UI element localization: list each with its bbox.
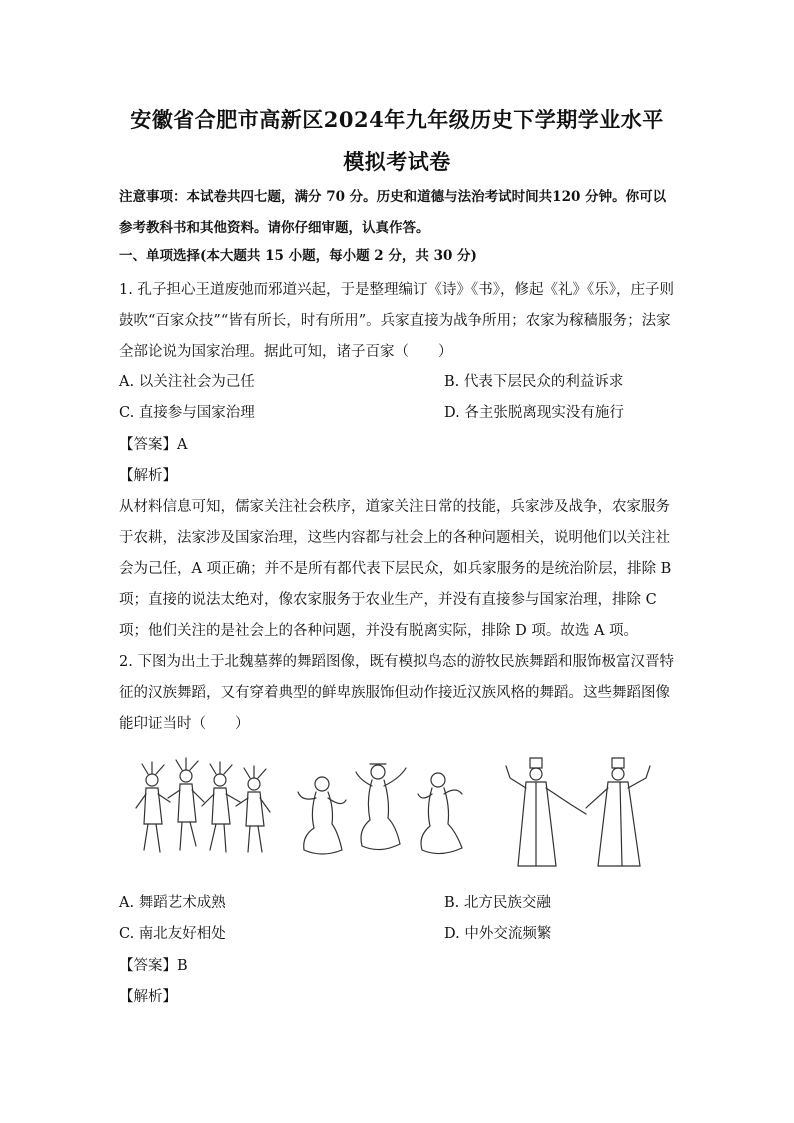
option-text: 北方民族交融 — [463, 895, 551, 911]
q1-option-d[interactable] — [444, 403, 624, 423]
option-label: D. — [444, 405, 460, 421]
q2-analysis-heading: 【解析】 — [119, 989, 177, 1005]
option-label: C. — [119, 926, 135, 942]
option-text: 以关注社会为己任 — [138, 374, 255, 390]
exam-notice: 注意事项：本试卷共四七题，满分 70 分。历史和道德与法治考试时间共120 分钟。你可以参考教科书和其他资料。请你仔细审题，认真作答。 — [119, 189, 667, 236]
nomadic-dancers-group — [136, 758, 270, 852]
option-label: C. — [119, 405, 135, 421]
question-2-stem: 2. 下图为出土于北魏墓葬的舞蹈图像，既有模拟鸟态的游牧民族舞蹈和服饰极富汉晋特征的汉族舞蹈，又有穿着典型的鲜卑族服饰但动作接近汉族风格的舞蹈。这些舞蹈图像能印证当时（ ） — [119, 654, 674, 732]
option-label: A. — [119, 374, 135, 390]
tomb-dance-illustration — [128, 752, 668, 872]
option-text: 各主张脱离现实没有施行 — [464, 405, 624, 421]
option-text: 中外交流频繁 — [464, 926, 552, 942]
option-label: A. — [119, 895, 135, 911]
q1-option-a[interactable] — [119, 372, 255, 392]
q1-option-c[interactable] — [119, 403, 255, 423]
han-dancers-group — [298, 764, 462, 854]
option-text: 直接参与国家治理 — [138, 405, 255, 421]
document-title-line2: 模拟考试卷 — [343, 149, 451, 174]
option-text: 舞蹈艺术成熟 — [138, 895, 226, 911]
question-1-stem: 1. 孔子担心王道废弛而邪道兴起，于是整理编订《诗》《书》，修起《礼》《乐》，庄子则鼓吹“百家众技”“皆有所长，时有所用”。兵家直接为战争所用；农家为稼穑服务；法家全部论说为国家治理。据此可知，诸子百家（ ） — [119, 282, 674, 360]
dance-figures-image — [128, 752, 668, 872]
xianbei-dancers-group — [506, 758, 650, 866]
q1-answer: 【答案】A — [119, 437, 188, 453]
q2-option-b[interactable] — [444, 893, 551, 913]
q2-answer: 【答案】B — [119, 958, 188, 974]
q1-option-b[interactable] — [444, 372, 623, 392]
q1-analysis-text: 从材料信息可知，儒家关注社会秩序，道家关注日常的技能，兵家涉及战争，农家服务于农耕，法家涉及国家治理，这些内容都与社会上的各种问题相关，说明他们以关注社会为己任，A 项正确；并不是所有都代表下层民众，如兵家服务的是统治阶层，排除 B 项；直接的说法太绝对，像农家服务于农业生产，并没有直接参与国家治理，排除 C 项；他们关注的是社会上的各种问题，并没有脱离实际，排除 D 项。故选 A 项。 — [119, 499, 672, 639]
option-text: 代表下层民众的利益诉求 — [463, 374, 624, 390]
q2-option-d[interactable] — [444, 924, 551, 944]
q2-option-a[interactable] — [119, 893, 226, 913]
q1-analysis-heading: 【解析】 — [119, 468, 177, 484]
option-label: D. — [444, 926, 460, 942]
option-text: 南北友好相处 — [138, 926, 226, 942]
document-title-line1: 安徽省合肥市高新区2024年九年级历史下学期学业水平 — [130, 107, 664, 132]
section-heading: 一、单项选择(本大题共 15 小题，每小题 2 分，共 30 分) — [119, 248, 477, 264]
option-label: B. — [444, 895, 460, 911]
option-label: B. — [444, 374, 460, 390]
q2-option-c[interactable] — [119, 924, 226, 944]
